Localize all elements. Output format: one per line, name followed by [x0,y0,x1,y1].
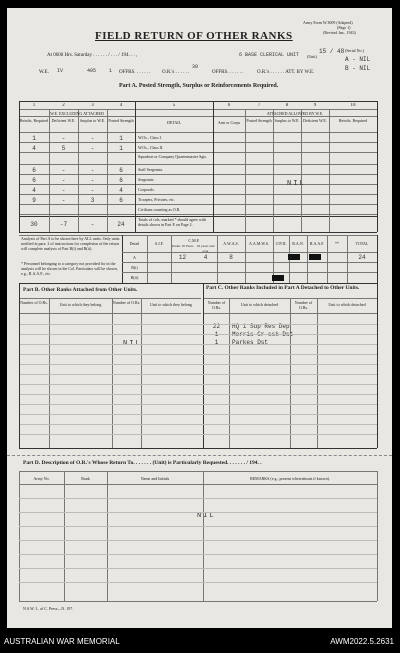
form-sheet [7,8,392,628]
detail-civilians: Civilians counting as O.R. [138,207,181,212]
part-a-nil-flag: A - NIL [345,56,371,63]
row-value: 1 [32,135,36,142]
analysis-note: Analysis of Part A to be shown here by ALL units. Only units notified in para. 2 of instructions for completion of the return will complete analysis of Part B(i) and B(ii). [21,236,120,251]
row-value: 6 [32,167,36,174]
col-posted-strength: Posted Strength [108,118,134,123]
col-number: 8 [285,103,289,108]
revision-note: (Revised Jan., 1943) [323,30,356,35]
detail-staff-sergeants: Staff Sergeants. [138,167,164,172]
serial-value: 15 / 48 [319,48,345,55]
analysis-col-aif: A.I.F. [154,241,164,246]
detail-header: DETAIL [166,120,182,125]
col-number: 10 [350,103,356,108]
row-value: 1 [119,145,123,152]
analysis-a-cmf-over19: 4 [203,254,208,261]
row-value: 5 [61,145,66,152]
row-value: 6 [32,177,36,184]
col-number: 3 [91,103,94,108]
form-title: FIELD RETURN OF OTHER RANKS [95,30,293,42]
analysis-col-civil: CIVIL [275,241,287,246]
analysis-col-detail: Detail [129,241,140,246]
col-number: 2 [62,103,65,108]
col-att-deficient: Deficient W.E. [303,118,327,123]
col-deficient-we: Deficient W.E. [51,118,76,123]
part-c-col-unit: Unit to which detached [240,302,279,307]
ink-mark [272,275,284,281]
total-posted: 24 [117,221,125,228]
unit-label: (Unit) [307,54,317,59]
part-b-nil: NIL [123,340,142,348]
part-b-col-number-2: Number of O.Rs. [112,300,141,305]
row-value: 6 [119,197,123,204]
we-excluding-attached-header: W.E. EXCLUDING ATTACHED [50,111,104,116]
part-c-entry-count: 22 [212,323,221,330]
ors-label-1: O.R.'s . . . . . . [162,70,190,75]
analysis-row-bii: B(ii) [130,275,139,280]
row-value: - [90,145,95,152]
detail-cqms: Squadron or Company Quartermaster Sgts. [138,154,207,159]
return-date-line: At 0600 Hrs. Saturday . . . . . . / . . . / 194. . . , [47,53,138,58]
analysis-col-other: ** [335,241,339,246]
part-b-col-unit-2: Unit to which they belong [150,302,192,307]
analysis-col-raaf: R.A.A.F. [309,241,325,246]
col-number: 4 [119,103,123,108]
part-c-col-number: Number of O.Rs. [207,300,226,310]
part-c-entry-unit: Parkes Dst [232,339,269,346]
row-value: 3 [90,197,95,204]
part-c-col-unit-2: Unit to which detached [328,302,366,307]
total-deficient: -7 [59,221,68,228]
we-number: IV [57,68,64,74]
archive-accession-number: AWM2022.5.2631 [330,637,394,646]
total-surplus: - [90,221,95,228]
ors-label-2: O.R.'s . . . . . . ATT. BY W.E. [257,70,315,75]
part-b-col-unit: Unit to which they belong [59,302,102,307]
detail-sergeants: Sergeants. [138,177,155,182]
row-value: - [61,135,66,142]
col-number: 1 [32,103,36,108]
archive-footer [0,632,400,653]
col-reinfts-required: Reinfts. Required [19,118,49,123]
row-value: - [90,187,95,194]
part-d-title: Part D. Description of O.R.'s Whose Return To. . . . . . . (Unit) is Particularly Requested. . . . . . . / 194. . [23,460,262,466]
part-a-title: Part A. Posted Strength, Surplus or Reinforcements Required. [119,83,279,89]
analysis-row-bi: B(i) [131,265,138,270]
col-att-reinfts: Reinfts. Required [338,118,368,123]
detail-wo1: W.Os., Class I. [138,135,162,140]
col-number: 6 [227,103,231,108]
we-label: W.E. [39,70,49,75]
row-value: 4 [119,187,123,194]
part-c-entry-unit: HQ 1 Sup Res Dep [232,323,290,330]
part-d-col-army-no: Army No. [33,476,50,481]
we-ors-count: 30 [192,64,199,70]
unit-name: 6 BASE CLERICAL UNIT [239,52,300,58]
part-c-col-number-2: Number of O.Rs. [294,300,313,310]
col-number: 7 [257,103,261,108]
row-value: - [61,197,66,204]
col-number: 5 [172,103,176,108]
row-value: 6 [119,167,123,174]
analysis-row-a: A [133,255,136,260]
analysis-col-ran: R.A.N. [292,241,304,246]
offrs-label-1: OFFRS. . . . . . . [119,70,151,75]
row-value: 4 [32,145,36,152]
analysis-col-total: TOTAL [355,241,369,246]
row-value: 4 [32,187,36,194]
col-att-surplus: Surplus to W.E. [274,118,300,123]
totals-label: Totals of cols. marked * should agree with details shown in Part E on Page 2. [138,217,206,227]
detail-privates: Troopers, Privates, etc. [138,197,175,202]
we-offrs-count: 1 [109,68,113,74]
army-form-number: Army Form W.3009 (Adapted) [303,20,353,25]
part-b-title: Part B. Other Ranks Attached from Other Units. [23,287,138,293]
page-indicator: (Page 1) [337,25,351,30]
attached-nil: NIL [287,180,306,188]
analysis-note-2: * Personnel belonging to a category not provided for in the analysis will be shown in the Col. Particulars will be shown, e.g., R.A.A.F., etc. [21,261,118,276]
part-c-entry-count: 1 [214,331,219,338]
col-surplus-we: Surplus to W.E. [79,118,106,123]
analysis-a-awas: 8 [229,254,233,261]
row-value: 1 [119,135,123,142]
printer-imprint: N.S.W. L. of C. Press—N. 197. [23,606,74,611]
part-c-entry-unit: Morris Cr ssk Dst [232,331,294,338]
part-b-col-number: Number of O.Rs. [20,300,48,305]
analysis-cmf-19-over: 19 years and over [196,244,215,253]
analysis-a-cmf-under19: 12 [178,254,187,261]
detail-wo2: W.Os., Class II. [138,145,164,150]
ink-mark [309,254,321,260]
analysis-col-cmf: C.M.F. [188,238,200,243]
row-value: - [90,167,95,174]
part-d-col-remarks: REMARKS (e.g., present whereabouts if known). [250,476,330,481]
row-value: - [61,167,66,174]
row-value: 9 [32,197,36,204]
part-d-col-name: Name and Initials [140,476,170,481]
part-d-nil: NIL [197,512,216,520]
part-c-entry-count: 1 [214,339,219,346]
col-arm-or-corps: Arm or Corps [217,120,241,125]
row-value: - [61,177,66,184]
detail-corporals: Corporals. [138,187,155,192]
part-b-nil-flag: B - NIL [345,65,371,72]
part-c-title: Part C. Other Ranks Included in Part A Detached to Other Units. [206,285,360,291]
col-att-posted-strength: Posted Strength [246,118,272,123]
ink-mark [288,254,300,260]
offrs-label-2: OFFRS. . . . . . . [212,70,244,75]
serial-label: (Serial No.) [345,48,364,53]
row-value: - [90,135,95,142]
analysis-cmf-under-19: Under 19 Years [171,244,194,248]
total-reinfts: 30 [30,221,38,228]
analysis-col-awas: A.W.A.S. [223,241,239,246]
col-number: 9 [313,103,317,108]
analysis-a-total: 24 [358,254,366,261]
attached-allowed-header: ATTACHED ALLOWED BY W.E. [266,111,324,116]
row-value: - [90,177,95,184]
archive-name: AUSTRALIAN WAR MEMORIAL [4,637,120,646]
row-value: - [61,187,66,194]
part-d-col-rank: Rank [81,476,90,481]
we-ref: 405 [87,68,97,74]
analysis-col-aamws: A.A.M.W.S. [249,241,269,246]
row-value: 6 [119,177,123,184]
